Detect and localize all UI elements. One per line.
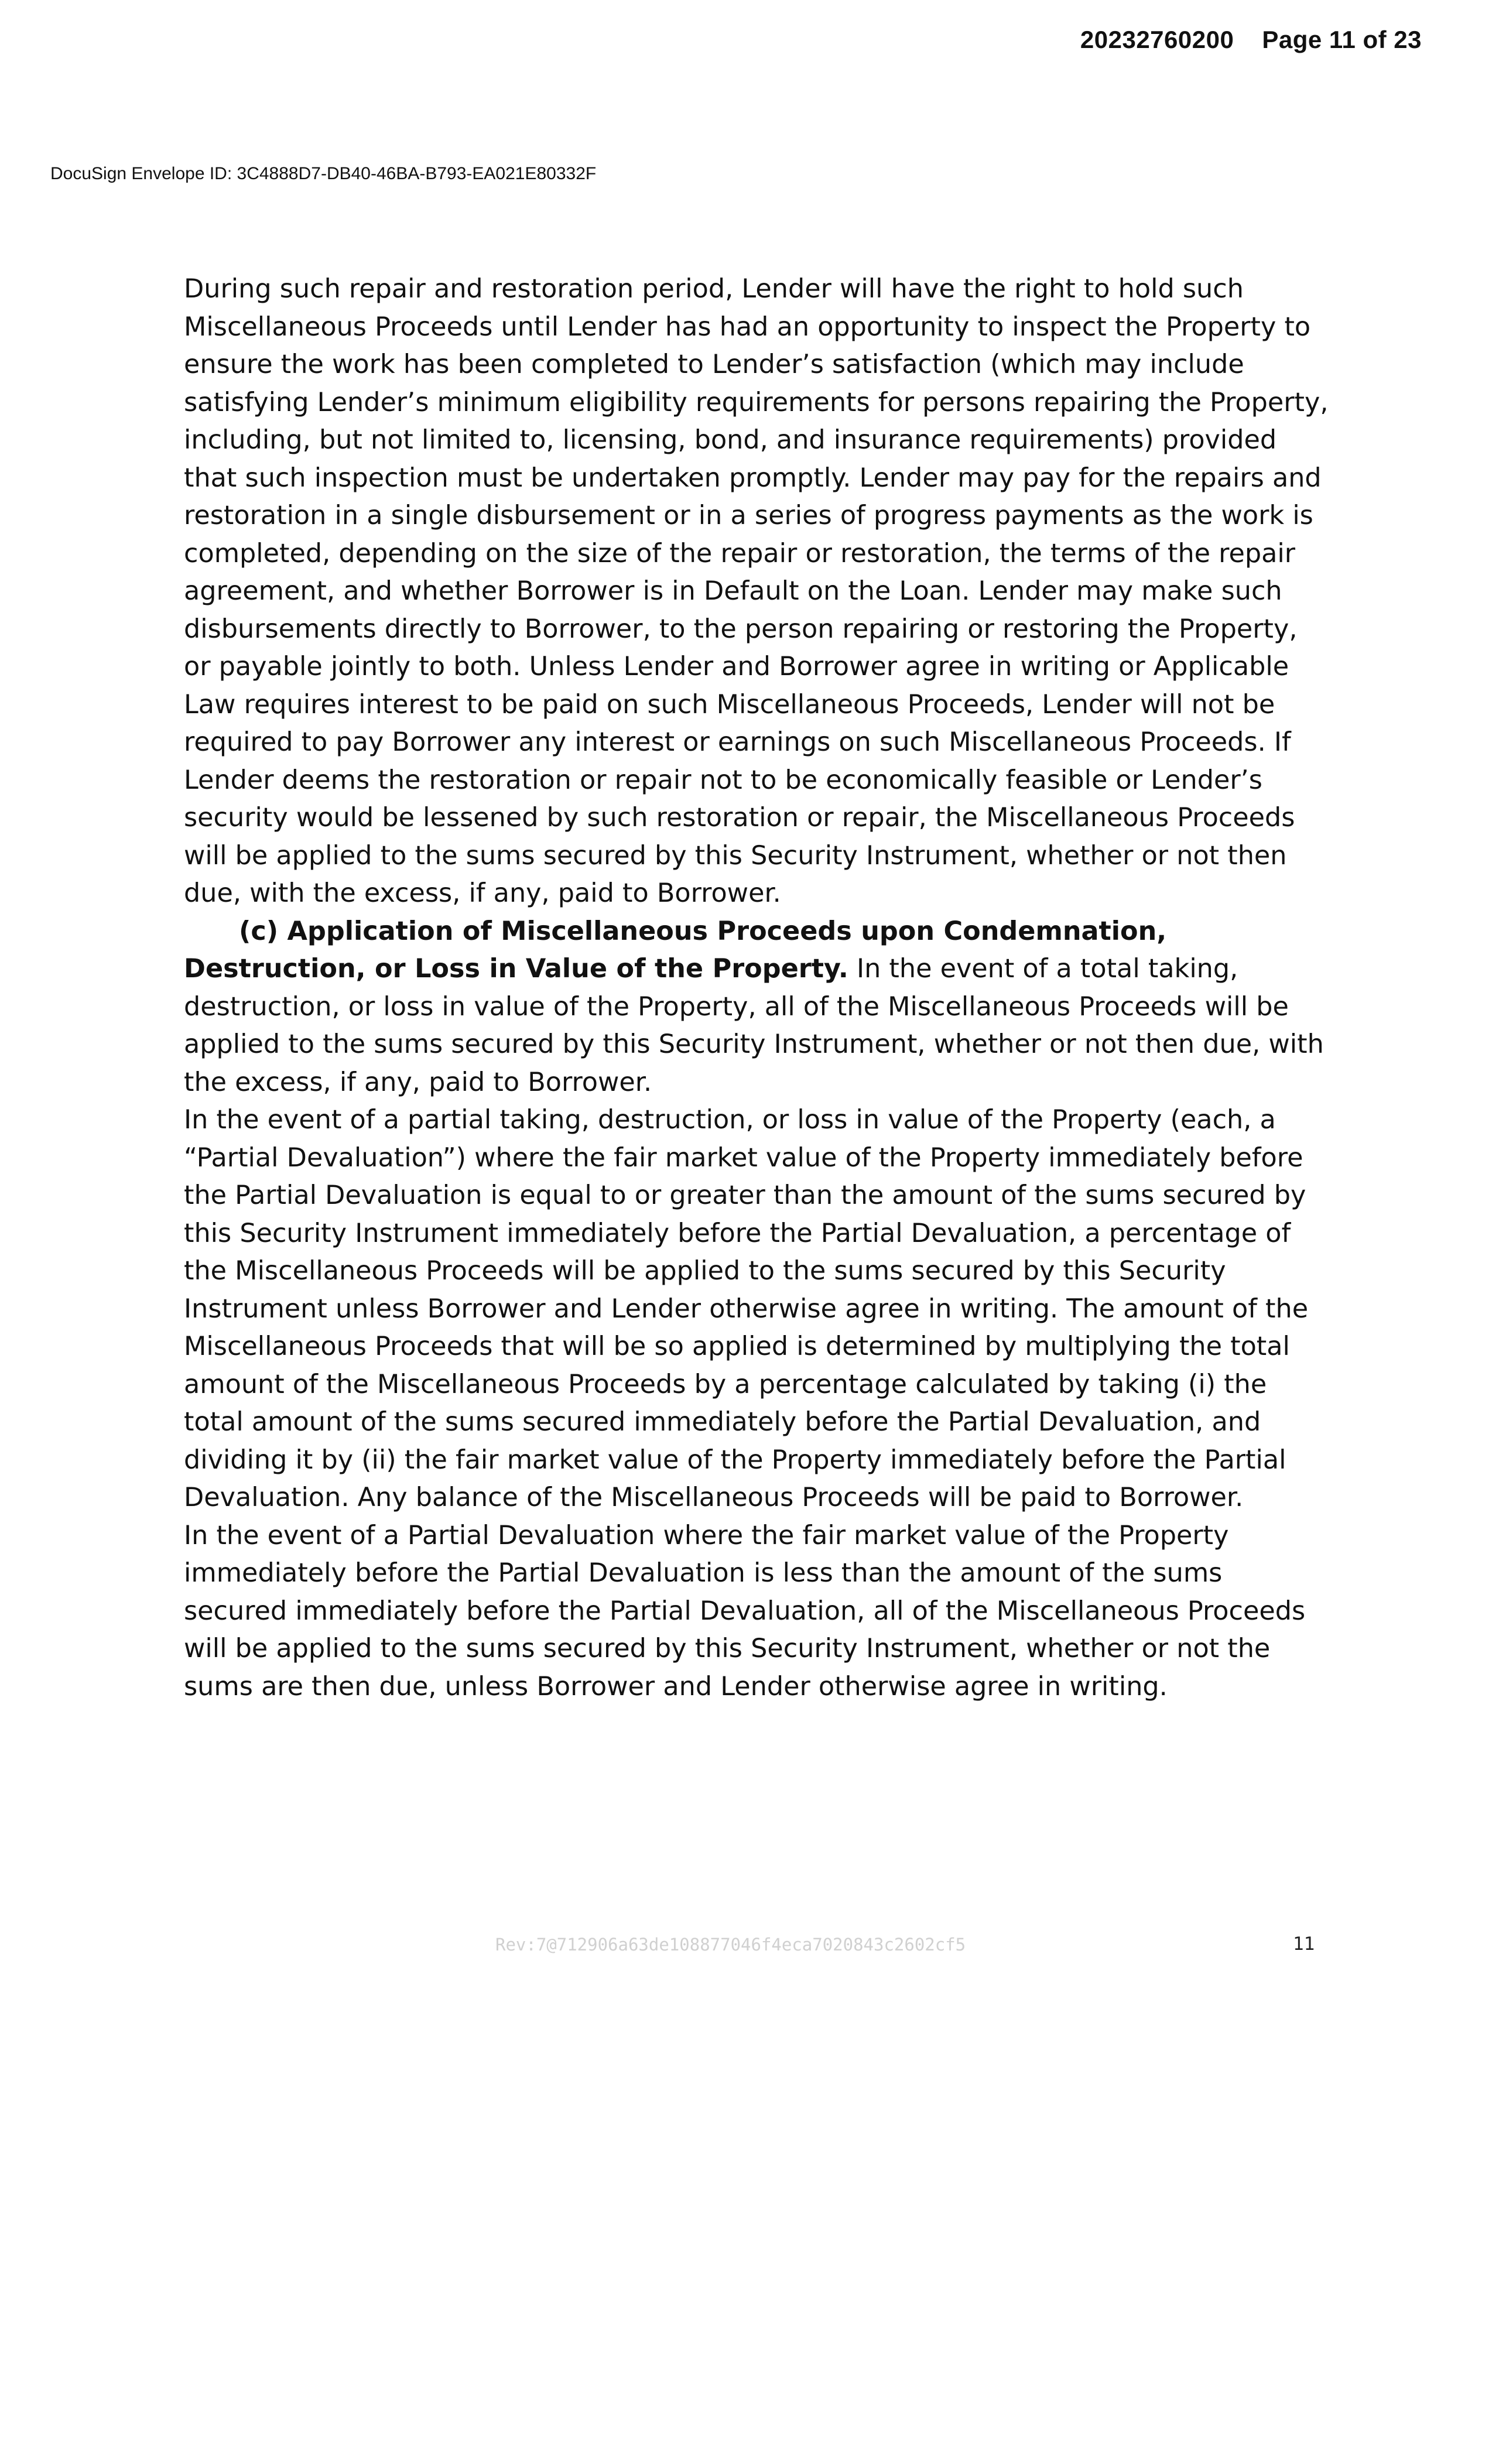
section-c-paragraph [184, 913, 1332, 1102]
section-c-text: In the event of a total taking, destruction, or loss in value of the Property, all of the Miscellaneous Proceeds will be applied to the sums secured by this Security Instrument, whether or not then due, with the excess, if any, paid to Borrower. [184, 954, 1324, 1097]
repair-restoration-paragraph: During such repair and restoration period, Lender will have the right to hold such Miscellaneous Proceeds until Lender has had an opportunity to inspect the Property to ensure the work has been completed to Lender’s satisfaction (which may include satisfying Lender’s minimum eligibility requirements for persons repairing the Property, including, but not limited to, licensing, bond, and insurance requirements) provided that such inspection must be undertaken promptly. Lender may pay for the repairs and restoration in a single disbursement or in a series of progress payments as the work is completed, depending on the size of the repair or restoration, the terms of the repair agreement, and whether Borrower is in Default on the Loan. Lender may make such disbursements directly to Borrower, to the person repairing or restoring the Property, or payable jointly to both. Unless Lender and Borrower agree in writing or Applicable Law requires interest to be paid on such Miscellaneous Proceeds, Lender will not be required to pay Borrower any interest or earnings on such Miscellaneous Proceeds. If Lender deems the restoration or repair not to be economically feasible or Lender’s security would be lessened by such restoration or repair, the Miscellaneous Proceeds will be applied to the sums secured by this Security Instrument, whether or not then due, with the excess, if any, paid to Borrower. [184, 274, 1329, 908]
section-c-heading: (c) Application of Miscellaneous Proceeds upon Condemnation, Destruction, or Loss in Value of the Property. [184, 916, 1167, 984]
revision-hash: Rev:7@712906a63de108877046f4eca7020843c2602cf5 [495, 1935, 966, 1955]
document-number: 20232760200 [1080, 26, 1234, 53]
page-label: Page 11 of 23 [1262, 26, 1422, 53]
page-number: 11 [1293, 1933, 1315, 1955]
docusign-envelope-id: DocuSign Envelope ID: 3C4888D7-DB40-46BA-B793-EA021E80332F [50, 164, 597, 183]
recording-reference [1080, 26, 1422, 54]
partial-devaluation-less-paragraph: In the event of a Partial Devaluation where the fair market value of the Property immediately before the Partial Devaluation is less than the amount of the sums secured immediately before the Partial Devaluation, all of the Miscellaneous Proceeds will be applied to the sums secured by this Security Instrument, whether or not the sums are then due, unless Borrower and Lender otherwise agree in writing. [184, 1520, 1306, 1702]
partial-devaluation-paragraph: In the event of a partial taking, destruction, or loss in value of the Property (each, a “Partial Devaluation”) where the fair market value of the Property immediately before the Partial Devaluation is equal to or greater than the amount of the sums secured by this Security Instrument immediately before the Partial Devaluation, a percentage of the Miscellaneous Proceeds will be applied to the sums secured by this Security Instrument unless Borrower and Lender otherwise agree in writing. The amount of the Miscellaneous Proceeds that will be so applied is determined by multiplying the total amount of the Miscellaneous Proceeds by a percentage calculated by taking (i) the total amount of the sums secured immediately before the Partial Devaluation, and dividing it by (ii) the fair market value of the Property immediately before the Partial Devaluation. Any balance of the Miscellaneous Proceeds will be paid to Borrower. [184, 1105, 1309, 1512]
document-body [184, 271, 1332, 1706]
